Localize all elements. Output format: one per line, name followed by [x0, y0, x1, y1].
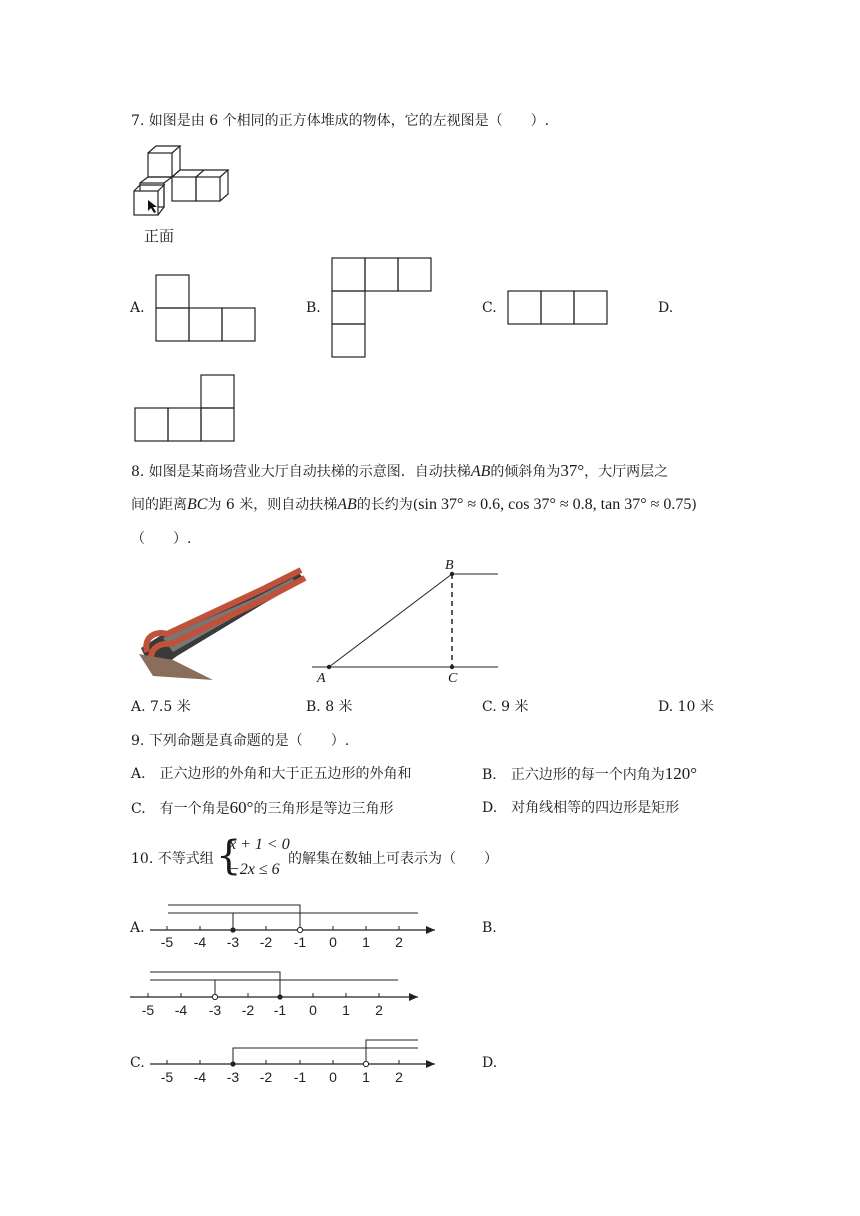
q8-line2 [131, 496, 697, 514]
q10-inequality-1: x + 1 < 0 [229, 836, 290, 853]
tick-label: -3 [208, 1002, 222, 1018]
tick-label: -4 [193, 1069, 207, 1085]
q8-line1 [131, 462, 668, 481]
q8-line2-post: 的长约为( [356, 497, 419, 513]
tick-label: 1 [342, 1002, 350, 1018]
q8-trig-values: sin 37° ≈ 0.6, cos 37° ≈ 0.8, tan 37° ≈ 0.75 [418, 496, 692, 513]
q8-point-c-label: C [448, 671, 458, 686]
tick-label: -4 [193, 934, 207, 950]
tick-label: -2 [259, 934, 273, 950]
q10-number-line-a [150, 900, 440, 950]
q10-option-c-label: C. [130, 1055, 145, 1071]
q8-point-b-label: B [445, 558, 454, 573]
tick-label: 1 [362, 1069, 370, 1085]
q8-angle: 37° [560, 461, 585, 480]
q7-option-b-label: B. [306, 300, 321, 316]
q7-option-a-label: A. [130, 300, 145, 316]
q9-option-c-post: 的三角形是等边三角形 [253, 801, 394, 817]
q10-option-b-label: B. [482, 920, 497, 936]
tick-label: -3 [226, 1069, 240, 1085]
q9-option-b [482, 765, 697, 784]
q9-stem: 9. 下列命题是真命题的是（ ）. [131, 733, 350, 749]
q10-pre: 10. 不等式组 [131, 851, 214, 867]
tick-label: 2 [395, 934, 403, 950]
q7-option-d-figure [134, 374, 236, 442]
q10-number-line-c [150, 1036, 440, 1086]
tick-label: -5 [160, 1069, 174, 1085]
escalator-photo [133, 568, 311, 682]
tick-label: -1 [293, 1069, 307, 1085]
tick-label: -3 [226, 934, 240, 950]
q8-line1-text: 8. 如图是某商场营业大厅自动扶梯的示意图．自动扶梯 [131, 464, 471, 480]
q8-option-b: B. 8 米 [306, 699, 353, 715]
tick-label: 0 [309, 1002, 317, 1018]
q9-option-a: A. 正六边形的外角和大于正五边形的外角和 [131, 766, 412, 782]
q9-option-b-value: 120° [664, 764, 698, 783]
q7-option-c-figure [507, 290, 609, 326]
tick-label: 1 [362, 934, 370, 950]
q8-line2-text: 间的距离 [131, 497, 187, 513]
tick-label: -5 [141, 1002, 155, 1018]
tick-label: 0 [329, 1069, 337, 1085]
tick-label: -2 [259, 1069, 273, 1085]
q9-option-b-text: B. 正六边形的每一个内角为 [482, 767, 665, 783]
q9-option-c-value: 60° [229, 798, 254, 817]
q8-bc: BC [187, 496, 208, 513]
q7-option-b-figure [331, 257, 433, 358]
q9-option-c-text: C. 有一个角是 [131, 801, 230, 817]
q8-option-c: C. 9 米 [482, 699, 529, 715]
q8-line1-post: ，大厅两层之 [584, 464, 669, 480]
q10-option-d-label: D. [482, 1055, 498, 1071]
q10-inequality-2: −2x ≤ 6 [229, 861, 280, 878]
q10-number-line-b [130, 966, 425, 1018]
q8-line3: （ ）. [131, 531, 192, 547]
q8-ab-2: AB [337, 496, 357, 513]
q8-point-a-label: A [317, 671, 326, 686]
q10-brace: { [216, 833, 242, 879]
q8-close: ) [691, 497, 697, 513]
tick-label: 0 [329, 934, 337, 950]
q7-option-a-figure [155, 274, 257, 342]
q8-ab: AB [470, 463, 491, 480]
tick-label: -2 [241, 1002, 255, 1018]
tick-label: -1 [293, 934, 307, 950]
q8-line2-mid: 为 6 米，则自动扶梯 [207, 497, 338, 513]
q8-triangle-diagram [310, 555, 500, 685]
tick-label: 2 [375, 1002, 383, 1018]
front-label: 正面 [144, 227, 175, 245]
q7-option-c-label: C. [482, 300, 497, 316]
tick-label: -4 [174, 1002, 188, 1018]
q10-option-a-label: A. [130, 920, 145, 936]
q9-option-d: D. 对角线相等的四边形是矩形 [482, 800, 680, 816]
q8-line1-mid: 的倾斜角为 [490, 464, 561, 480]
tick-label: -5 [160, 934, 174, 950]
q8-option-d: D. 10 米 [658, 699, 714, 715]
q10-post: 的解集在数轴上可表示为（ ） [288, 851, 498, 867]
q7-stem: 7. 如图是由 6 个相同的正方体堆成的物体，它的左视图是（ ）. [131, 113, 550, 129]
q9-option-c [131, 799, 393, 818]
q7-cube-stack-figure [128, 145, 238, 225]
tick-label: -1 [273, 1002, 287, 1018]
tick-label: 2 [395, 1069, 403, 1085]
q8-option-a: A. 7.5 米 [131, 699, 191, 715]
q7-option-d-label: D. [658, 300, 674, 316]
